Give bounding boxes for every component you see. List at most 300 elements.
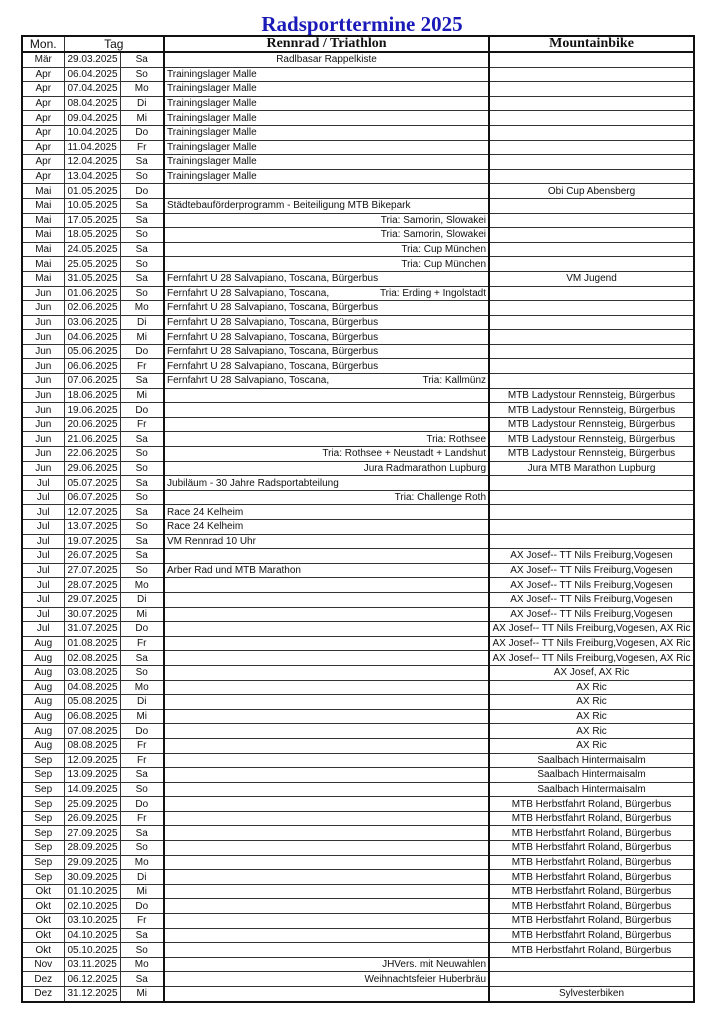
cell-date: 02.10.2025 [64,899,120,914]
table-row [22,855,694,870]
cell-month: Jul [22,592,64,607]
cell-date: 26.09.2025 [64,811,120,826]
cell-weekday: Sa [120,155,164,170]
cell-date: 01.10.2025 [64,884,120,899]
cell-month: Jun [22,432,64,447]
cell-date: 05.08.2025 [64,695,120,710]
cell-rennrad: Fernfahrt U 28 Salvapiano, Toscana, Bürgerbus [164,315,489,330]
cell-weekday: Sa [120,534,164,549]
cell-date: 31.05.2025 [64,271,120,286]
cell-month: Jul [22,534,64,549]
cell-date: 04.10.2025 [64,928,120,943]
cell-month: Dez [22,987,64,1002]
cell-mountainbike: AX Josef, AX Ric [489,665,694,680]
cell-weekday: Sa [120,271,164,286]
table-row [22,184,694,199]
cell-date: 04.08.2025 [64,680,120,695]
cell-mountainbike [489,374,694,389]
cell-rennrad: Arber Rad und MTB Marathon [164,563,489,578]
cell-month: Mär [22,52,64,67]
cell-mountainbike: MTB Ladystour Rennsteig, Bürgerbus [489,447,694,462]
table-row [22,82,694,97]
cell-date: 28.07.2025 [64,578,120,593]
cell-mountainbike [489,286,694,301]
cell-rennrad: Städtebauförderprogramm - Beiteiligung MTB Bikepark [164,198,489,213]
cell-month: Okt [22,943,64,958]
table-row [22,242,694,257]
cell-mountainbike [489,257,694,272]
cell-mountainbike [489,972,694,987]
cell-rennrad: Trainingslager Malle [164,67,489,82]
cell-month: Mai [22,198,64,213]
cell-date: 06.06.2025 [64,359,120,374]
cell-weekday: Mo [120,82,164,97]
cell-rennrad: Weihnachtsfeier Huberbräu [164,972,489,987]
table-row [22,198,694,213]
cell-mountainbike [489,228,694,243]
cell-rennrad: Fernfahrt U 28 Salvapiano, Toscana, Bürgerbus [164,330,489,345]
cell-rennrad: Trainingslager Malle [164,169,489,184]
cell-weekday: Do [120,125,164,140]
cell-date: 01.05.2025 [64,184,120,199]
cell-rennrad: Trainingslager Malle [164,140,489,155]
table-row [22,169,694,184]
table-row [22,490,694,505]
table-row [22,125,694,140]
table-row [22,388,694,403]
cell-mountainbike: AX Josef-- TT Nils Freiburg,Vogesen, AX Ric [489,651,694,666]
cell-mountainbike [489,125,694,140]
cell-date: 14.09.2025 [64,782,120,797]
cell-date: 24.05.2025 [64,242,120,257]
cell-date: 08.08.2025 [64,738,120,753]
cell-weekday: So [120,228,164,243]
cell-month: Mai [22,228,64,243]
table-row [22,403,694,418]
cell-month: Jul [22,476,64,491]
cell-mountainbike: AX Ric [489,738,694,753]
cell-mountainbike [489,476,694,491]
table-header-row [22,36,694,52]
table-row [22,315,694,330]
table-row [22,928,694,943]
cell-rennrad [164,680,489,695]
cell-rennrad: Tria: Samorin, Slowakei [164,213,489,228]
cell-weekday: So [120,841,164,856]
cell-month: Jul [22,578,64,593]
cell-month: Jun [22,447,64,462]
cell-weekday: Do [120,899,164,914]
cell-weekday: So [120,461,164,476]
cell-rennrad: Tria: Rothsee [164,432,489,447]
cell-month: Sep [22,768,64,783]
cell-rennrad [164,578,489,593]
cell-date: 20.06.2025 [64,417,120,432]
cell-date: 01.08.2025 [64,636,120,651]
cell-month: Sep [22,797,64,812]
cell-weekday: Fr [120,636,164,651]
table-row [22,140,694,155]
table-row [22,914,694,929]
cell-mountainbike: MTB Herbstfahrt Roland, Bürgerbus [489,826,694,841]
cell-date: 10.05.2025 [64,198,120,213]
cell-rennrad [164,549,489,564]
cell-date: 21.06.2025 [64,432,120,447]
cell-date: 12.04.2025 [64,155,120,170]
cell-mountainbike [489,301,694,316]
cell-rennrad: Jura Radmarathon Lupburg [164,461,489,476]
cell-month: Jun [22,374,64,389]
cell-rennrad [164,388,489,403]
cell-weekday: Do [120,724,164,739]
cell-month: Jun [22,315,64,330]
cell-rennrad: Tria: Challenge Roth [164,490,489,505]
cell-mountainbike: Sylvesterbiken [489,987,694,1002]
cell-rennrad [164,987,489,1002]
cell-date: 29.07.2025 [64,592,120,607]
cell-month: Okt [22,928,64,943]
cell-date: 06.04.2025 [64,67,120,82]
header-tag: Tag [64,36,164,52]
cell-date: 29.06.2025 [64,461,120,476]
cell-mountainbike: MTB Herbstfahrt Roland, Bürgerbus [489,841,694,856]
cell-month: Jul [22,563,64,578]
cell-date: 25.05.2025 [64,257,120,272]
table-row [22,67,694,82]
cell-weekday: Di [120,592,164,607]
table-row [22,651,694,666]
table-row [22,884,694,899]
cell-mountainbike [489,957,694,972]
cell-weekday: Do [120,344,164,359]
cell-date: 27.09.2025 [64,826,120,841]
cell-rennrad [164,768,489,783]
cell-rennrad [164,724,489,739]
cell-month: Dez [22,972,64,987]
table-row [22,155,694,170]
cell-weekday: Fr [120,753,164,768]
cell-weekday: Sa [120,198,164,213]
cell-weekday: Mo [120,680,164,695]
cell-month: Jul [22,607,64,622]
cell-date: 18.06.2025 [64,388,120,403]
table-row [22,301,694,316]
cell-mountainbike: AX Ric [489,709,694,724]
cell-month: Jun [22,388,64,403]
cell-date: 26.07.2025 [64,549,120,564]
cell-rennrad [164,665,489,680]
table-row [22,972,694,987]
cell-month: Jun [22,344,64,359]
cell-month: Sep [22,870,64,885]
cell-rennrad [164,184,489,199]
table-row [22,359,694,374]
cell-month: Jun [22,461,64,476]
cell-weekday: Mo [120,301,164,316]
cell-date: 10.04.2025 [64,125,120,140]
cell-date: 06.07.2025 [64,490,120,505]
cell-rennrad: Radlbasar Rappelkiste [164,52,489,67]
cell-rennrad [164,782,489,797]
cell-mountainbike [489,359,694,374]
table-row [22,636,694,651]
cell-mountainbike: MTB Herbstfahrt Roland, Bürgerbus [489,870,694,885]
cell-mountainbike: Saalbach Hintermaisalm [489,753,694,768]
cell-mountainbike [489,155,694,170]
table-row [22,811,694,826]
cell-mountainbike [489,198,694,213]
cell-mountainbike [489,82,694,97]
cell-date: 13.07.2025 [64,520,120,535]
table-row [22,665,694,680]
table-row [22,447,694,462]
table-row [22,213,694,228]
cell-weekday: So [120,447,164,462]
cell-rennrad: Trainingslager Malle [164,125,489,140]
cell-mountainbike [489,330,694,345]
table-row [22,797,694,812]
cell-rennrad [164,753,489,768]
cell-month: Jun [22,403,64,418]
cell-rennrad [164,374,489,389]
cell-mountainbike [489,344,694,359]
table-row [22,826,694,841]
cell-date: 06.08.2025 [64,709,120,724]
cell-month: Aug [22,738,64,753]
cell-mountainbike: MTB Ladystour Rennsteig, Bürgerbus [489,417,694,432]
cell-date: 03.10.2025 [64,914,120,929]
cell-month: Aug [22,680,64,695]
cell-weekday: So [120,169,164,184]
cell-date: 03.06.2025 [64,315,120,330]
cell-mountainbike: MTB Herbstfahrt Roland, Bürgerbus [489,884,694,899]
cell-mountainbike: AX Josef-- TT Nils Freiburg,Vogesen [489,592,694,607]
cell-mountainbike: AX Josef-- TT Nils Freiburg,Vogesen, AX Ric [489,636,694,651]
cell-date: 04.06.2025 [64,330,120,345]
cell-rennrad: Fernfahrt U 28 Salvapiano, Toscana, Bürgerbus [164,271,489,286]
table-row [22,520,694,535]
cell-month: Aug [22,724,64,739]
cell-date: 03.11.2025 [64,957,120,972]
cell-date: 13.04.2025 [64,169,120,184]
table-row [22,607,694,622]
cell-date: 29.09.2025 [64,855,120,870]
cell-mountainbike: AX Ric [489,680,694,695]
cell-date: 18.05.2025 [64,228,120,243]
cell-month: Sep [22,826,64,841]
cell-weekday: Mi [120,388,164,403]
cell-mountainbike [489,140,694,155]
cell-weekday: Do [120,797,164,812]
cell-rennrad: JHVers. mit Neuwahlen [164,957,489,972]
cell-weekday: Mi [120,330,164,345]
cell-month: Sep [22,753,64,768]
cell-date: 02.08.2025 [64,651,120,666]
header-rennrad: Rennrad / Triathlon [164,36,489,52]
cell-mountainbike [489,111,694,126]
cell-weekday: Di [120,96,164,111]
cell-weekday: Mo [120,855,164,870]
cell-month: Aug [22,636,64,651]
cell-month: Apr [22,169,64,184]
cell-mountainbike [489,169,694,184]
triathlon-event: Tria: Kallmünz [422,375,487,387]
cell-rennrad [164,899,489,914]
table-row [22,111,694,126]
cell-mountainbike [489,505,694,520]
cell-date: 12.09.2025 [64,753,120,768]
cell-rennrad: Trainingslager Malle [164,96,489,111]
cell-mountainbike: AX Josef-- TT Nils Freiburg,Vogesen [489,607,694,622]
cell-date: 09.04.2025 [64,111,120,126]
cell-rennrad: Race 24 Kelheim [164,505,489,520]
cell-date: 31.07.2025 [64,622,120,637]
cell-month: Jun [22,330,64,345]
cell-month: Jul [22,490,64,505]
cell-date: 22.06.2025 [64,447,120,462]
cell-date: 05.10.2025 [64,943,120,958]
table-row [22,724,694,739]
cell-mountainbike: AX Ric [489,695,694,710]
cell-month: Sep [22,782,64,797]
cell-month: Jul [22,520,64,535]
cell-month: Aug [22,665,64,680]
cell-rennrad: Trainingslager Malle [164,82,489,97]
cell-rennrad [164,826,489,841]
cell-mountainbike [489,315,694,330]
cell-month: Apr [22,82,64,97]
cell-month: Sep [22,811,64,826]
cell-weekday: Di [120,695,164,710]
cell-rennrad [164,870,489,885]
cell-mountainbike: Jura MTB Marathon Lupburg [489,461,694,476]
table-row [22,344,694,359]
rennrad-event: Fernfahrt U 28 Salvapiano, Toscana, [167,287,330,299]
cell-weekday: Do [120,184,164,199]
cell-month: Apr [22,67,64,82]
cell-date: 06.12.2025 [64,972,120,987]
cell-month: Jun [22,301,64,316]
cell-rennrad: Trainingslager Malle [164,155,489,170]
cell-date: 05.07.2025 [64,476,120,491]
cell-weekday: Fr [120,417,164,432]
cell-month: Jun [22,359,64,374]
table-row [22,680,694,695]
cell-date: 27.07.2025 [64,563,120,578]
table-row [22,534,694,549]
table-row [22,578,694,593]
cell-rennrad [164,841,489,856]
cell-weekday: So [120,286,164,301]
cell-rennrad [164,622,489,637]
table-row [22,257,694,272]
cell-weekday: So [120,490,164,505]
cell-date: 30.07.2025 [64,607,120,622]
cell-month: Aug [22,709,64,724]
cell-month: Apr [22,96,64,111]
cell-rennrad: Tria: Samorin, Slowakei [164,228,489,243]
cell-rennrad: Tria: Rothsee + Neustadt + Landshut [164,447,489,462]
table-row [22,417,694,432]
cell-weekday: Sa [120,476,164,491]
cell-weekday: So [120,257,164,272]
cell-mountainbike: AX Josef-- TT Nils Freiburg,Vogesen [489,549,694,564]
cell-rennrad: Race 24 Kelheim [164,520,489,535]
header-mtb: Mountainbike [489,36,694,52]
cell-mountainbike: MTB Herbstfahrt Roland, Bürgerbus [489,797,694,812]
table-row [22,271,694,286]
cell-date: 07.06.2025 [64,374,120,389]
cell-mountainbike [489,52,694,67]
cell-rennrad [164,709,489,724]
cell-mountainbike [489,96,694,111]
cell-mountainbike [489,213,694,228]
cell-month: Apr [22,111,64,126]
table-row [22,461,694,476]
table-row [22,476,694,491]
cell-weekday: Mi [120,709,164,724]
cell-date: 07.08.2025 [64,724,120,739]
cell-date: 03.08.2025 [64,665,120,680]
cell-date: 01.06.2025 [64,286,120,301]
cell-mountainbike: Obi Cup Abensberg [489,184,694,199]
cell-month: Jun [22,286,64,301]
cell-mountainbike: MTB Herbstfahrt Roland, Bürgerbus [489,899,694,914]
table-row [22,432,694,447]
cell-rennrad: Fernfahrt U 28 Salvapiano, Toscana, Bürgerbus [164,344,489,359]
cell-mountainbike: MTB Ladystour Rennsteig, Bürgerbus [489,388,694,403]
cell-month: Apr [22,155,64,170]
table-row [22,870,694,885]
cell-rennrad: Tria: Cup München [164,257,489,272]
cell-month: Mai [22,213,64,228]
cell-month: Mai [22,242,64,257]
cell-weekday: Sa [120,928,164,943]
header-mon: Mon. [22,36,64,52]
cell-mountainbike [489,67,694,82]
table-row [22,753,694,768]
cell-rennrad: Fernfahrt U 28 Salvapiano, Toscana, Bürgerbus [164,359,489,374]
cell-rennrad: Fernfahrt U 28 Salvapiano, Toscana, Bürgerbus [164,301,489,316]
cell-month: Apr [22,125,64,140]
cell-weekday: Fr [120,359,164,374]
table-row [22,286,694,301]
cell-rennrad [164,403,489,418]
cell-month: Aug [22,695,64,710]
table-row [22,549,694,564]
cell-mountainbike: AX Josef-- TT Nils Freiburg,Vogesen [489,563,694,578]
cell-weekday: Sa [120,52,164,67]
table-row [22,592,694,607]
cell-rennrad [164,286,489,301]
cell-weekday: Sa [120,651,164,666]
cell-date: 31.12.2025 [64,987,120,1002]
cell-date: 19.06.2025 [64,403,120,418]
cell-rennrad: Jubiläum - 30 Jahre Radsportabteilung [164,476,489,491]
table-row [22,228,694,243]
cell-rennrad [164,943,489,958]
table-row [22,709,694,724]
cell-weekday: Mi [120,607,164,622]
cell-weekday: Di [120,315,164,330]
cell-weekday: Sa [120,549,164,564]
cell-month: Jul [22,622,64,637]
table-row [22,505,694,520]
page-title: Radsporttermine 2025 [261,12,463,36]
cell-date: 29.03.2025 [64,52,120,67]
table-row [22,738,694,753]
cell-mountainbike: Saalbach Hintermaisalm [489,782,694,797]
